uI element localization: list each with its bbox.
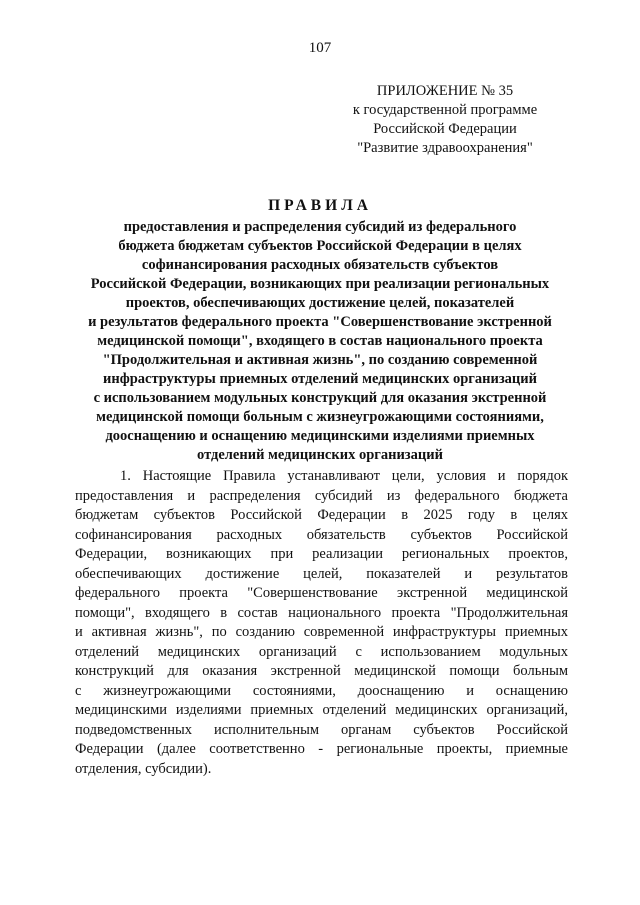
paragraph-line: помощи", входящего в состав национального проекта "Продолжительная xyxy=(75,604,568,621)
paragraph-line: отделений медицинских организаций с использованием модульных xyxy=(75,643,568,660)
paragraph-line: предоставления и распределения субсидий из федерального бюджета xyxy=(75,487,568,504)
subtitle-line: софинансирования расходных обязательств субъектов xyxy=(141,257,499,273)
subtitle-line: медицинской помощи больным с жизнеугрожающими состояниями, xyxy=(96,409,544,425)
document-subtitle xyxy=(0,218,640,465)
paragraph-line: бюджетам субъектов Российской Федерации в 2025 году в целях xyxy=(75,507,568,523)
subtitle-line: отделений медицинских организаций xyxy=(197,447,443,463)
appendix-line: Российской Федерации xyxy=(373,121,517,137)
appendix-line: к государственной программе xyxy=(352,102,538,118)
subtitle-line: дооснащению и оснащению медицинскими изделиями приемных xyxy=(105,428,535,444)
appendix-line: ПРИЛОЖЕНИЕ № 35 xyxy=(376,83,514,99)
document-title: ПРАВИЛА xyxy=(268,197,372,214)
paragraph-line: обеспечивающих достижение целей, показателей и результатов xyxy=(75,565,568,582)
subtitle-line: инфраструктуры приемных отделений медицинских организаций xyxy=(102,371,537,387)
paragraph-line: с жизнеугрожающими состояниями, дооснащению и оснащению xyxy=(75,682,568,699)
subtitle-line: медицинской помощи", входящего в состав национального проекта xyxy=(97,333,543,349)
page-number: 107 xyxy=(308,40,332,56)
subtitle-line: проектов, обеспечивающих достижение целей, показателей xyxy=(125,295,515,311)
subtitle-line: и результатов федерального проекта "Совершенствование экстренной xyxy=(88,314,552,330)
paragraph-line: Федерации (далее соответственно - региональные проекты, приемные xyxy=(75,741,568,757)
subtitle-line: бюджета бюджетам субъектов Российской Федерации в целях xyxy=(118,238,522,254)
paragraph-line: конструкций для оказания экстренной медицинской помощи больным xyxy=(75,663,568,679)
paragraph-line: Федерации, возникающих при реализации региональных проектов, xyxy=(75,546,568,562)
paragraph-line: подведомственных исполнительным органам субъектов Российской xyxy=(75,721,568,738)
appendix-header xyxy=(330,82,560,158)
subtitle-line: Российской Федерации, возникающих при реализации региональных xyxy=(90,276,550,292)
paragraph-1 xyxy=(75,467,568,779)
subtitle-line: с использованием модульных конструкций для оказания экстренной xyxy=(93,390,547,406)
paragraph-line: софинансирования расходных обязательств субъектов Российской xyxy=(75,526,568,543)
paragraph-line: федерального проекта "Совершенствование экстренной медицинской xyxy=(75,585,568,601)
paragraph-line: медицинскими изделиями приемных отделений медицинских организаций, xyxy=(75,702,568,718)
paragraph-line: и активная жизнь", по созданию современной инфраструктуры приемных xyxy=(75,624,568,640)
subtitle-line: предоставления и распределения субсидий из федерального xyxy=(123,219,517,235)
paragraph-line: отделения, субсидии). xyxy=(75,760,212,777)
appendix-line: "Развитие здравоохранения" xyxy=(357,140,533,156)
subtitle-line: "Продолжительная и активная жизнь", по созданию современной xyxy=(102,352,538,368)
paragraph-line: 1. Настоящие Правила устанавливают цели, условия и порядок xyxy=(120,468,568,484)
